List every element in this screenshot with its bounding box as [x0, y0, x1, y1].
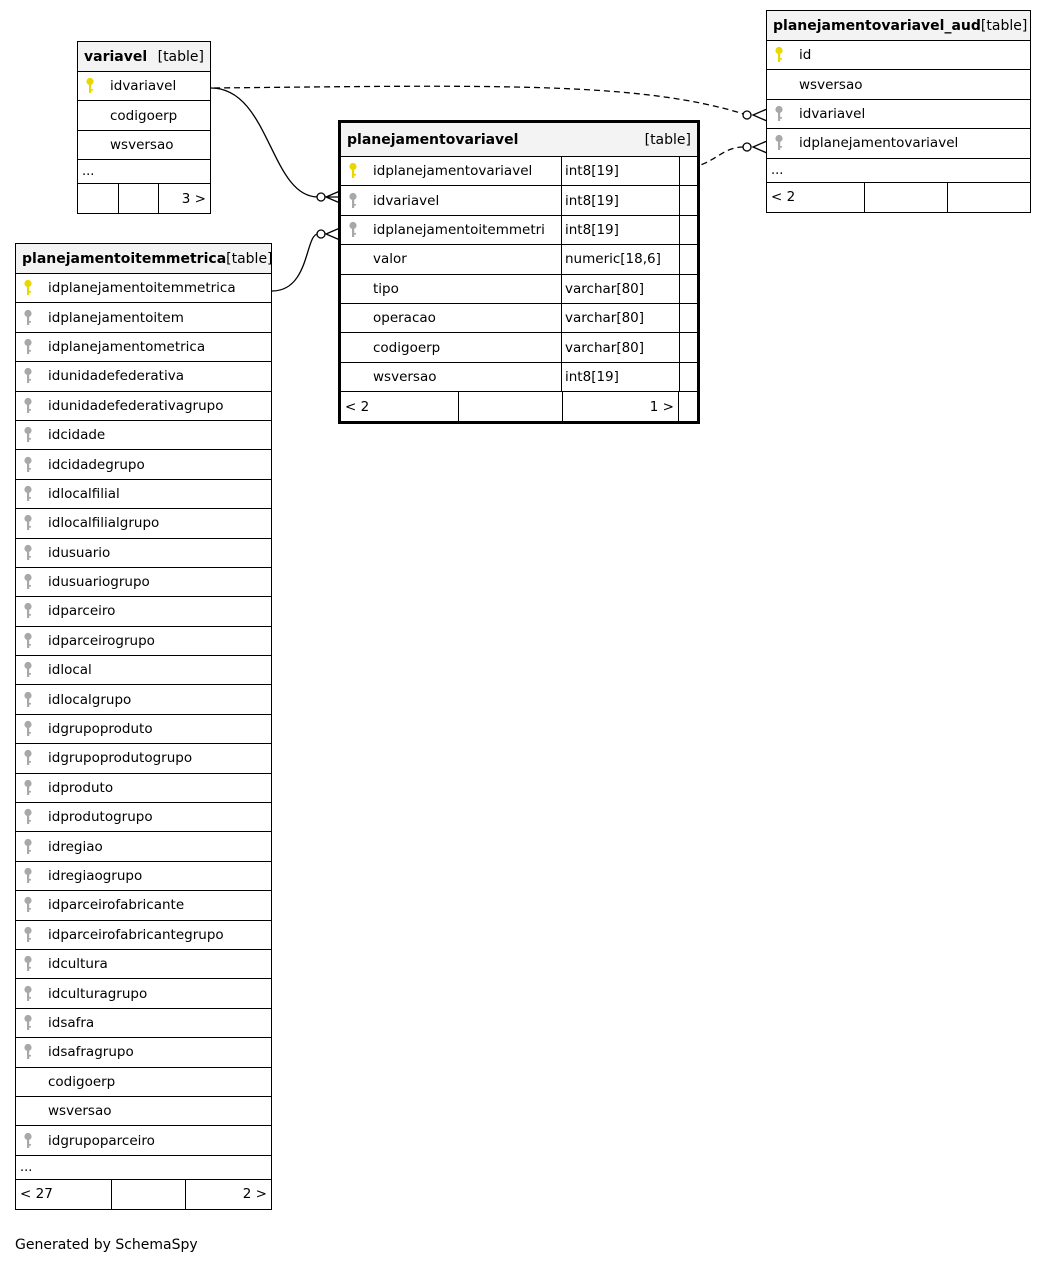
- column-row[interactable]: [767, 129, 1030, 158]
- column-name: idlocalfilial: [48, 485, 120, 502]
- column-row[interactable]: [341, 363, 697, 392]
- column-name: idplanejamentoitemmetri: [373, 221, 545, 238]
- column-row[interactable]: [16, 1038, 271, 1067]
- column-type: int8[19]: [561, 186, 679, 214]
- table-footer: [16, 1180, 271, 1209]
- foreign-key-icon: [16, 539, 40, 567]
- column-name: idparceirofabricante: [48, 897, 185, 914]
- column-name: idregiaogrupo: [48, 868, 143, 884]
- column-name: idplanejamentoitemmetrica: [48, 280, 236, 297]
- column-gutter: [679, 157, 697, 185]
- foreign-key-icon: [16, 832, 40, 860]
- table-footer: [78, 184, 210, 213]
- column-row[interactable]: [16, 979, 271, 1008]
- foreign-key-icon: [16, 421, 40, 449]
- column-name: idgrupoprodutogrupo: [48, 750, 193, 767]
- foreign-key-icon: [16, 656, 40, 684]
- foreign-key-icon: [16, 862, 40, 890]
- foreign-key-icon: [16, 362, 40, 390]
- table-name: variavel: [84, 48, 148, 65]
- column-row[interactable]: [16, 392, 271, 421]
- column-row[interactable]: [341, 275, 697, 304]
- table-type: [table]: [980, 17, 1028, 34]
- column-row[interactable]: [341, 216, 697, 245]
- column-row[interactable]: [16, 421, 271, 450]
- column-row[interactable]: [16, 303, 271, 332]
- column-name: idunidadefederativagrupo: [48, 397, 224, 414]
- no-key-spacer: [16, 1097, 40, 1125]
- foreign-key-icon: [16, 333, 40, 361]
- column-row[interactable]: [16, 832, 271, 861]
- column-name: idlocalgrupo: [48, 691, 132, 708]
- no-key-spacer: [767, 70, 791, 98]
- column-row[interactable]: [16, 715, 271, 744]
- column-name: codigoerp: [373, 339, 441, 356]
- foreign-key-icon: [16, 480, 40, 508]
- column-name: idplanejamentoitem: [48, 309, 184, 326]
- column-name: idgrupoproduto: [48, 721, 153, 738]
- table-name: planejamentovariavel_aud: [773, 17, 981, 34]
- table-planejamentovariavel-aud[interactable]: [766, 10, 1031, 213]
- parent-count[interactable]: < 2: [771, 189, 796, 206]
- column-row[interactable]: [16, 685, 271, 714]
- column-name: idvariavel: [799, 105, 866, 122]
- table-name: planejamentoitemmetrica: [22, 250, 227, 267]
- parent-count[interactable]: [78, 184, 118, 213]
- child-count[interactable]: 2 >: [185, 1180, 271, 1209]
- column-row[interactable]: [767, 41, 1030, 70]
- column-row[interactable]: [16, 1126, 271, 1155]
- foreign-key-icon: [16, 1126, 40, 1154]
- relation-crowfoot-marker: [753, 141, 767, 153]
- column-row[interactable]: [16, 568, 271, 597]
- column-name: idusuario: [48, 544, 111, 561]
- more-columns-ellipsis: ...: [16, 1156, 271, 1180]
- column-row[interactable]: [16, 744, 271, 773]
- foreign-key-icon: [16, 744, 40, 772]
- primary-key-icon: [78, 72, 102, 100]
- column-row[interactable]: [16, 921, 271, 950]
- table-planejamentovariavel[interactable]: [338, 120, 700, 424]
- column-name: wsversao: [110, 136, 174, 153]
- column-row[interactable]: [16, 597, 271, 626]
- table-name: planejamentovariavel: [347, 131, 519, 148]
- column-name: idculturagrupo: [48, 985, 148, 1002]
- table-type: [table]: [157, 48, 204, 65]
- more-columns-ellipsis: ...: [767, 159, 1030, 183]
- column-row[interactable]: [16, 950, 271, 979]
- table-footer: [767, 183, 1030, 212]
- column-row[interactable]: [16, 803, 271, 832]
- column-name: valor: [373, 251, 407, 268]
- table-header[interactable]: [767, 11, 1030, 41]
- column-row[interactable]: [78, 131, 210, 160]
- column-row[interactable]: [767, 70, 1030, 99]
- child-count[interactable]: 3 >: [158, 184, 210, 213]
- column-gutter: [679, 275, 697, 303]
- column-row[interactable]: [16, 1009, 271, 1038]
- column-name: idusuariogrupo: [48, 574, 150, 591]
- column-type: int8[19]: [561, 363, 679, 391]
- column-list: [78, 72, 210, 160]
- column-row[interactable]: [341, 333, 697, 362]
- column-row[interactable]: [16, 509, 271, 538]
- column-row[interactable]: [341, 157, 697, 186]
- table-footer: [341, 392, 679, 421]
- column-row[interactable]: [16, 333, 271, 362]
- column-row[interactable]: [341, 186, 697, 215]
- column-row[interactable]: [16, 1068, 271, 1097]
- child-count[interactable]: 1 >: [562, 392, 678, 421]
- foreign-key-icon: [767, 100, 791, 128]
- relation-crowfoot-marker: [753, 109, 767, 121]
- foreign-key-icon: [16, 450, 40, 478]
- relation-optional-marker: [743, 143, 751, 151]
- table-type: [table]: [644, 131, 691, 148]
- column-type: varchar[80]: [561, 275, 679, 303]
- column-name: idvariavel: [373, 192, 440, 209]
- column-gutter: [679, 216, 697, 244]
- no-key-spacer: [78, 131, 102, 159]
- column-name: idprodutogrupo: [48, 809, 153, 826]
- table-header[interactable]: [78, 42, 210, 72]
- foreign-key-icon: [341, 186, 365, 214]
- relation-optional-marker: [317, 193, 325, 201]
- foreign-key-icon: [16, 950, 40, 978]
- footer-middle: [111, 1180, 185, 1209]
- table-type: [table]: [226, 250, 273, 267]
- foreign-key-icon: [16, 627, 40, 655]
- column-row[interactable]: [16, 450, 271, 479]
- column-name: tipo: [373, 280, 399, 297]
- column-name: codigoerp: [110, 107, 178, 124]
- column-gutter: [679, 333, 697, 361]
- footer-middle: [118, 184, 158, 213]
- column-name: idplanejamentometrica: [48, 338, 206, 355]
- column-name: idlocalfilialgrupo: [48, 515, 160, 532]
- foreign-key-icon: [16, 1009, 40, 1037]
- table-variavel[interactable]: [77, 41, 211, 214]
- column-row[interactable]: [16, 627, 271, 656]
- no-key-spacer: [16, 1068, 40, 1096]
- relation-variavel-planejamentovariavel-aud: [214, 86, 744, 114]
- parent-count[interactable]: < 2: [345, 398, 370, 415]
- column-row[interactable]: [16, 774, 271, 803]
- column-name: idcidadegrupo: [48, 456, 145, 473]
- column-name: idvariavel: [110, 78, 177, 95]
- column-name: idcultura: [48, 956, 108, 973]
- column-row[interactable]: [16, 891, 271, 920]
- column-name: idproduto: [48, 779, 114, 796]
- foreign-key-icon: [767, 129, 791, 157]
- column-name: idsafragrupo: [48, 1044, 134, 1061]
- column-type: varchar[80]: [561, 304, 679, 332]
- footer-middle: [458, 392, 562, 421]
- column-row[interactable]: [16, 1097, 271, 1126]
- column-name: idlocal: [48, 662, 92, 679]
- foreign-key-icon: [16, 891, 40, 919]
- primary-key-icon: [767, 41, 791, 69]
- column-type: int8[19]: [561, 157, 679, 185]
- generated-by-label: Generated by SchemaSpy: [15, 1237, 198, 1253]
- column-gutter: [679, 186, 697, 214]
- column-name: wsversao: [799, 76, 863, 93]
- column-row[interactable]: [16, 862, 271, 891]
- column-name: wsversao: [373, 368, 437, 385]
- column-gutter: [679, 245, 697, 273]
- column-row[interactable]: [767, 100, 1030, 129]
- foreign-key-icon: [16, 509, 40, 537]
- table-header[interactable]: [16, 244, 271, 274]
- column-row[interactable]: [341, 304, 697, 333]
- primary-key-icon: [16, 274, 40, 302]
- column-name: id: [799, 47, 812, 64]
- column-name: idparceirofabricantegrupo: [48, 926, 224, 943]
- foreign-key-icon: [341, 216, 365, 244]
- more-columns-ellipsis: ...: [78, 160, 210, 184]
- column-row[interactable]: [16, 274, 271, 303]
- foreign-key-icon: [16, 921, 40, 949]
- column-name: idsafra: [48, 1014, 95, 1031]
- column-row[interactable]: [78, 72, 210, 101]
- foreign-key-icon: [16, 1038, 40, 1066]
- relation-optional-marker: [317, 230, 325, 238]
- column-row[interactable]: [16, 362, 271, 391]
- column-name: idregiao: [48, 838, 103, 855]
- table-planejamentoitemmetrica[interactable]: [15, 243, 272, 1210]
- column-name: idplanejamentovariavel: [799, 135, 959, 152]
- foreign-key-icon: [16, 303, 40, 331]
- parent-count[interactable]: < 27: [20, 1186, 53, 1203]
- no-key-spacer: [341, 363, 365, 391]
- column-row[interactable]: [16, 539, 271, 568]
- column-row[interactable]: [16, 480, 271, 509]
- no-key-spacer: [78, 101, 102, 129]
- foreign-key-icon: [16, 597, 40, 625]
- child-count[interactable]: [947, 183, 1030, 212]
- column-row[interactable]: [16, 656, 271, 685]
- no-key-spacer: [341, 304, 365, 332]
- column-name: idcidade: [48, 427, 106, 444]
- relation-optional-marker: [743, 111, 751, 119]
- footer-middle: [864, 183, 947, 212]
- column-name: idgrupoparceiro: [48, 1132, 155, 1149]
- column-name: wsversao: [48, 1103, 112, 1120]
- column-name: operacao: [373, 310, 436, 327]
- column-name: idunidadefederativa: [48, 368, 184, 385]
- column-gutter: [679, 363, 697, 391]
- column-gutter: [679, 304, 697, 332]
- column-type: int8[19]: [561, 216, 679, 244]
- column-row[interactable]: [341, 245, 697, 274]
- column-name: codigoerp: [48, 1073, 116, 1090]
- relation-variavel-planejamentovariavel: [211, 88, 318, 197]
- no-key-spacer: [341, 275, 365, 303]
- column-list: [767, 41, 1030, 159]
- column-list: [16, 274, 271, 1156]
- foreign-key-icon: [16, 774, 40, 802]
- column-name: idplanejamentovariavel: [373, 163, 533, 180]
- foreign-key-icon: [16, 392, 40, 420]
- column-type: varchar[80]: [561, 333, 679, 361]
- foreign-key-icon: [16, 715, 40, 743]
- foreign-key-icon: [16, 568, 40, 596]
- foreign-key-icon: [16, 979, 40, 1007]
- foreign-key-icon: [16, 685, 40, 713]
- no-key-spacer: [341, 333, 365, 361]
- relation-planejamentoitemmetrica-planejamentovariavel: [272, 234, 318, 291]
- column-name: idparceiro: [48, 603, 116, 620]
- column-name: idparceirogrupo: [48, 632, 155, 649]
- primary-key-icon: [341, 157, 365, 185]
- foreign-key-icon: [16, 803, 40, 831]
- table-header[interactable]: [341, 123, 697, 157]
- no-key-spacer: [341, 245, 365, 273]
- column-type: numeric[18,6]: [561, 245, 679, 273]
- column-row[interactable]: [78, 101, 210, 130]
- column-list: [341, 157, 697, 392]
